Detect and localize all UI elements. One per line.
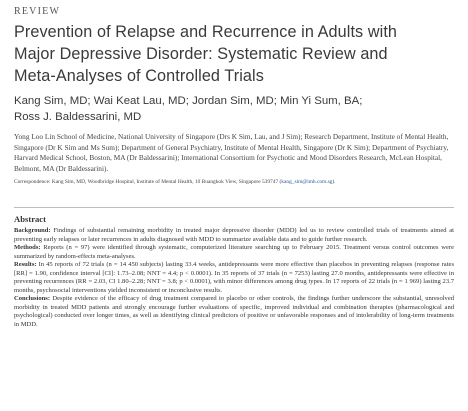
article-title — [14, 21, 454, 87]
correspondence — [14, 178, 454, 186]
title-line: Prevention of Relapse and Recurrence in Adults with — [14, 23, 398, 41]
background-text: Findings of substantial remaining morbidity in treated major depressive disorder (MDD) led us to review controlled trials of treatments aimed at preventing early relapses or later recurrences in adults diagnosed with MDD to summarize available data and to guide further research. — [14, 227, 454, 243]
authors-line: Kang Sim, MD; Wai Keat Lau, MD; Jordan Sim, MD; Min Yi Sum, BA; — [14, 95, 363, 107]
abstract-methods — [14, 244, 454, 261]
abstract-conclusions — [14, 295, 454, 329]
abstract-background — [14, 227, 454, 244]
title-line: Major Depressive Disorder: Systematic Review and — [14, 45, 388, 63]
results-label: Results: — [14, 261, 37, 269]
conclusions-text: Despite evidence of the efficacy of drug treatment compared to placebo or other controls, the findings further underscore the substantial, unresolved morbidity in treated MDD patients and strongly encourage further evaluations of specific, improved individual and combination therapies (pharmacological and psychological) conducted over longer times, as well as identifying clinical predictors of positive or unfavorable responses and of intolerability of long-term treatments in MDD. — [14, 295, 454, 328]
section-label: REVIEW — [14, 6, 61, 17]
methods-text: Reports (n = 97) were identified through systematic, computerized literature searching up to February 2015. Treatment versus control outcomes were summarized by random-effects meta-analyses. — [14, 244, 454, 260]
methods-label: Methods: — [14, 244, 41, 252]
author-list — [14, 93, 454, 125]
correspondence-text: Correspondence: Kang Sim, MD, Woodbridge Hospital, Institute of Mental Health, 10 Buangkok View, Singapore 539747 ( — [14, 179, 282, 186]
correspondence-end: ). — [332, 179, 336, 186]
section-divider — [14, 207, 454, 208]
abstract-section — [14, 214, 454, 329]
title-line: Meta-Analyses of Controlled Trials — [14, 67, 264, 85]
affiliations: Yong Loo Lin School of Medicine, National University of Singapore (Drs K Sim, Lau, and J Sim); Research Department, Institute of Mental Health, Singapore (Dr K Sim and Ms Sum); Department of General Psychiatry, Institute of Mental Health, Singapore (Dr K Sim); Department of Psychiatry, Harvard Medical School, Boston, MA (Dr Baldessarini); International Consortium for Psychotic and Mood Disorders Research, McLean Hospital, Belmont, MA (Dr Baldessarini). — [14, 132, 449, 173]
abstract-heading: Abstract — [14, 214, 46, 225]
conclusions-label: Conclusions: — [14, 295, 51, 303]
authors-line: Ross J. Baldessarini, MD — [14, 111, 142, 123]
abstract-results — [14, 261, 454, 295]
results-text: In 45 reports of 72 trials (n = 14 450 subjects) lasting 33.4 weeks, antidepressants were more effective than placebos in preventing relapses (response rates [RR] = 1.90, confidence interval [CI]: 1.73–2.08; NNT = 4.4; p < 0.0001). In 35 reports of 37 trials (n = 7253) lasting 27.0 months, antidepressants were effective in preventing recurrences (RR = 2.03, CI 1.80–2.28; NNT = 3.8; p < 0.0001), with minor differences among drug types. In 17 reports of 22 trials (n = 1 969) lasting 23.7 months, psychosocial interventions yielded inconsistent or inconclusive results. — [14, 261, 454, 294]
background-label: Background: — [14, 227, 51, 235]
correspondence-email-link[interactable]: kang_sim@imh.com.sg — [281, 179, 333, 186]
